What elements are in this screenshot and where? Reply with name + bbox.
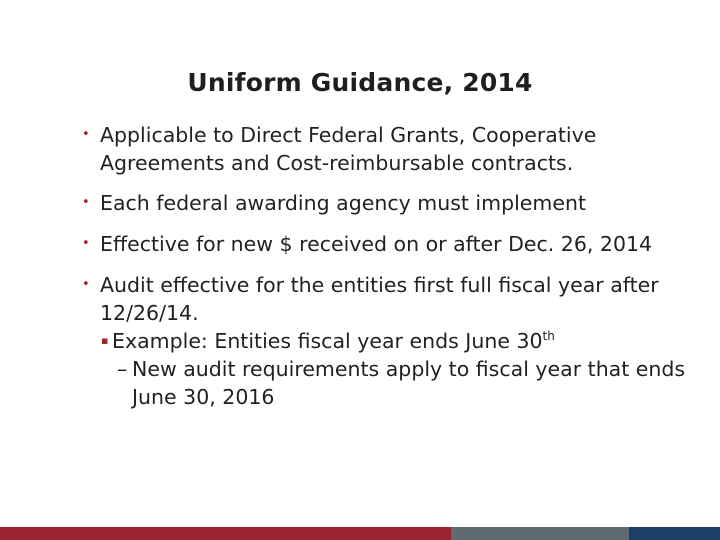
sub-bullet-item — [100, 327, 700, 411]
bullet-text: Applicable to Direct Federal Grants, Cooperative Agreements and Cost-reimbursable contracts. — [100, 123, 597, 175]
ordinal-suffix: th — [542, 329, 555, 343]
sub-bullet-icon: ▪ — [101, 334, 109, 347]
sub-sub-bullet-text: New audit requirements apply to fiscal year that ends June 30, 2016 — [132, 357, 686, 409]
footer-red-segment — [0, 527, 451, 540]
dash-icon: – — [117, 357, 128, 381]
footer-bar — [0, 527, 720, 540]
footer-blue-segment — [629, 527, 720, 540]
slide-title: Uniform Guidance, 2014 — [187, 68, 533, 97]
bullet-item — [80, 271, 700, 411]
bullet-item — [80, 230, 700, 258]
bullet-icon: • — [82, 236, 90, 251]
slide-body — [80, 121, 700, 411]
bullet-icon: • — [82, 127, 90, 142]
footer-gray-segment — [451, 527, 629, 540]
bullet-item — [80, 189, 700, 217]
bullet-icon: • — [82, 195, 90, 210]
bullet-text: Audit effective for the entities first full fiscal year after 12/26/14. — [100, 273, 659, 325]
bullet-icon: • — [82, 277, 90, 292]
bullet-text: Each federal awarding agency must implement — [100, 191, 587, 215]
sub-bullet-text: Example: Entities fiscal year ends June 30 — [112, 329, 543, 353]
bullet-item — [80, 121, 700, 177]
bullet-text: Effective for new $ received on or after Dec. 26, 2014 — [100, 232, 653, 256]
sub-sub-bullet-item — [112, 355, 700, 411]
